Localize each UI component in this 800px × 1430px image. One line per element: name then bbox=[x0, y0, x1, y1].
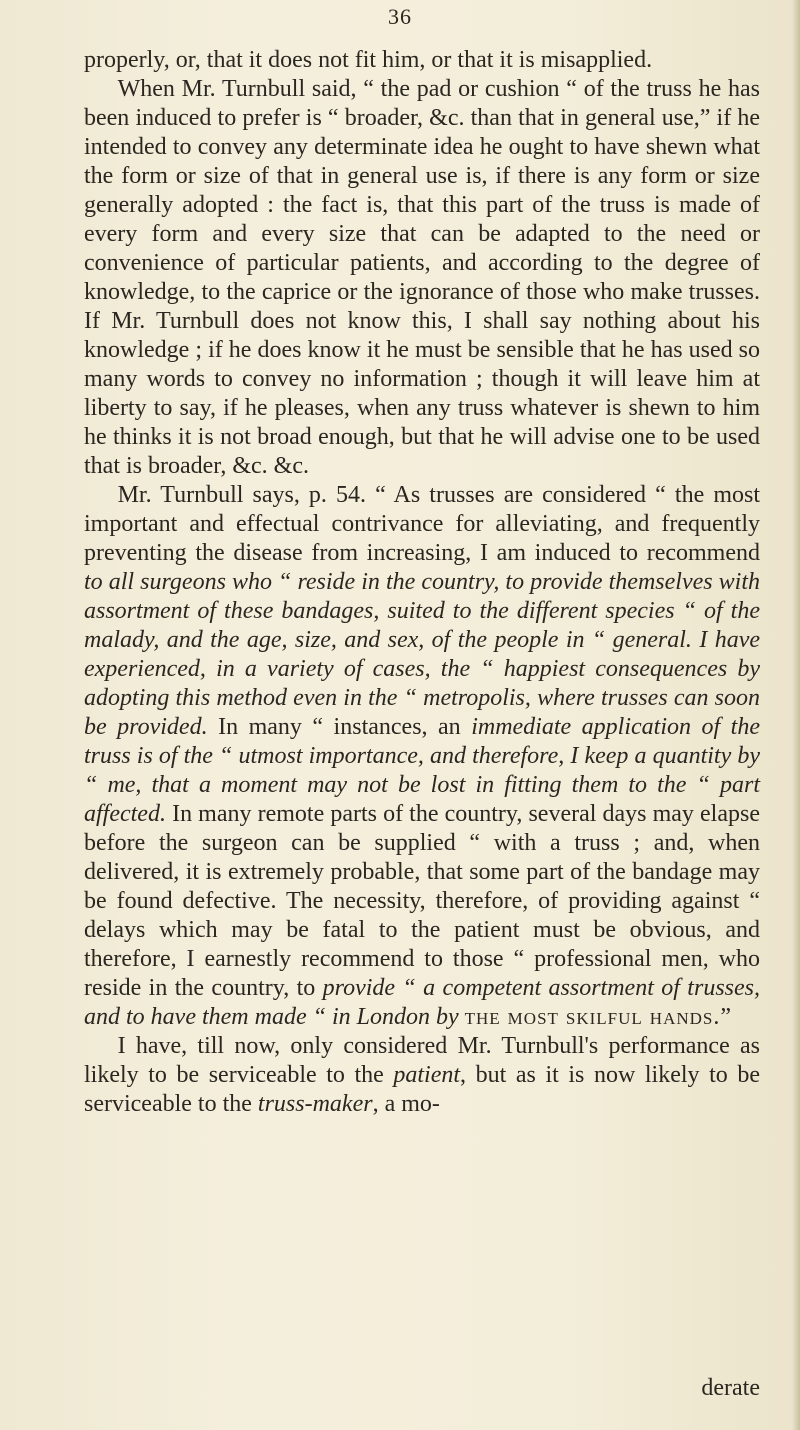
italic-text: to all surgeons who “ reside in the country, to provide themselves with assortment of these bandages, suited to the different species “ of the malady, and the age, size, and sex, of the people in “ general. I have experienced, in a variety of cases, the “ happiest consequences by adopting this method even in the “ metropolis, where trusses can soon be provided. bbox=[84, 569, 760, 740]
text-segment: When Mr. Turnbull said, “ the pad or cushion “ of the truss he has been induced to prefer is “ broader, &c. than that in general use,” if he intended to convey any determinate idea he ought to have shewn what the form or size of that in general use is, if there is any form or size generally adopted : the fact is, that this part of the truss is made of every form and every size that can be adapted to the need or convenience of particular patients, and according to the degree of knowledge, to the caprice or the ignorance of those who make trusses. If Mr. Turnbull does not know this, I shall say nothing about his knowledge ; if he does know it he must be sensible that he has used so many words to convey no information ; though it will leave him at liberty to say, if he pleases, when any truss whatever is shewn to him he thinks it is not broad enough, but that he will advise one to be used that is broader, &c. &c. bbox=[84, 76, 760, 479]
text-segment: In many “ instances, an bbox=[207, 714, 472, 740]
text-segment: ” bbox=[720, 1004, 732, 1030]
italic-text: patient bbox=[393, 1062, 461, 1088]
text-segment: I have, till now, only considered Mr. Turnbull's performance as likely to be serviceable to the bbox=[84, 1033, 760, 1088]
italic-text: truss-maker bbox=[257, 1091, 373, 1117]
italic-text: immediate application of the truss is of the “ utmost importance, and therefore, I keep a quantity by “ me, that a moment may not be lost in fitting them to the “ part affected. bbox=[84, 714, 760, 827]
text-segment: , a mo- bbox=[372, 1091, 440, 1117]
paragraph bbox=[84, 481, 760, 1032]
text-segment: , but as it is now likely to be serviceable to the bbox=[84, 1062, 761, 1117]
text-segment: Mr. Turnbull says, p. 54. “ As trusses are considered “ the most important and effectual contrivance for alleviating, and frequently preventing the disease from increasing, I am induced to recommend bbox=[84, 482, 760, 566]
text-segment: properly, or, that it does not fit him, or that it is misapplied. bbox=[84, 47, 653, 73]
paragraph bbox=[84, 46, 760, 75]
italic-text: provide “ a competent assortment of trusses, and to have them made “ in London by bbox=[84, 975, 760, 1030]
small-caps-text: the most skilful hands. bbox=[464, 1004, 721, 1030]
paragraph bbox=[84, 75, 760, 481]
paragraph bbox=[84, 1032, 760, 1119]
catchword: derate bbox=[701, 1375, 760, 1401]
page-number: 36 bbox=[388, 4, 412, 29]
text-segment: In many remote parts of the country, several days may elapse before the surgeon can be supplied “ with a truss ; and, when delivered, it is extremely probable, that some part of the bandage may be found defective. The necessity, therefore, of providing against “ delays which may be fatal to the patient must be obvious, and therefore, I earnestly recommend to those “ professional men, who reside in the country, to bbox=[84, 801, 760, 1001]
page-edge-shadow bbox=[792, 0, 800, 1430]
body-text bbox=[84, 46, 760, 1119]
